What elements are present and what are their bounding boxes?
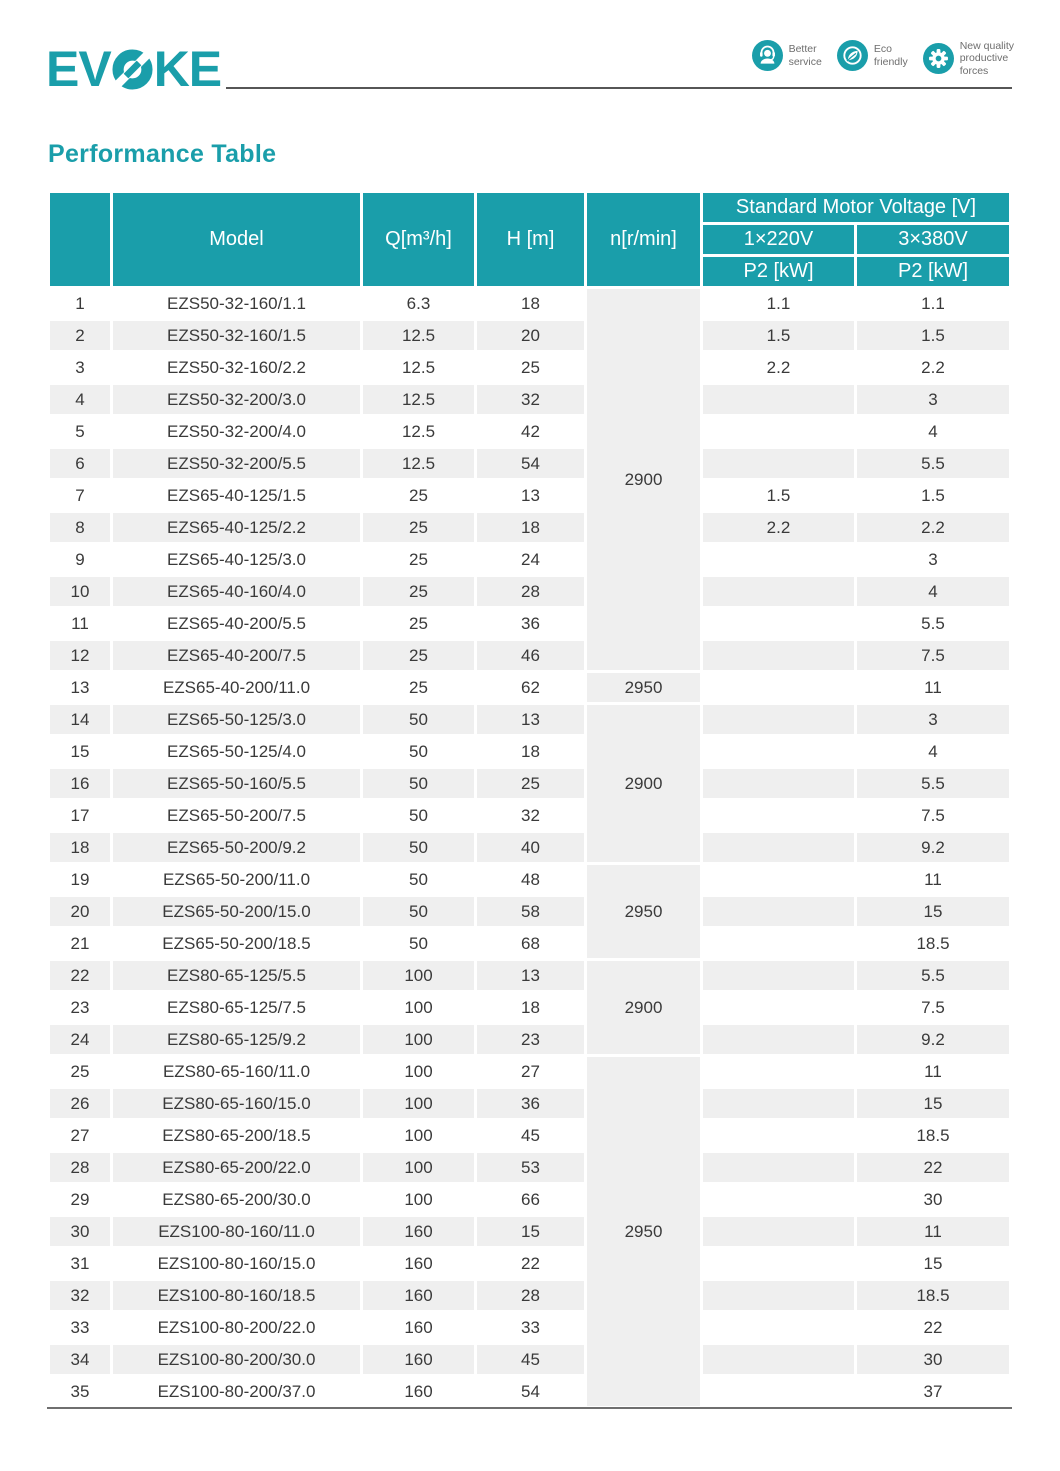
q-cell: 25 [363,609,474,638]
model-cell: EZS65-50-160/5.5 [113,769,360,798]
row-number-cell: 11 [50,609,110,638]
p2-220-cell [703,609,854,638]
p2-220-cell [703,1345,854,1374]
performance-table [47,190,1012,1409]
h-cell: 45 [477,1121,584,1150]
p2-220-cell [703,641,854,670]
p2-220-cell [703,577,854,606]
header-row-number [50,193,110,286]
table-row [50,1313,1009,1342]
brand-badges [752,40,1014,77]
q-cell: 100 [363,1025,474,1054]
h-cell: 13 [477,705,584,734]
model-cell: EZS65-40-125/2.2 [113,513,360,542]
p2-380-cell: 2.2 [857,353,1009,382]
row-number-cell: 33 [50,1313,110,1342]
p2-220-cell [703,673,854,702]
p2-220-cell [703,1217,854,1246]
model-cell: EZS50-32-160/1.1 [113,289,360,318]
table-row [50,353,1009,382]
model-cell: EZS80-65-200/30.0 [113,1185,360,1214]
h-cell: 53 [477,1153,584,1182]
h-cell: 32 [477,385,584,414]
h-cell: 54 [477,1377,584,1406]
row-number-cell: 1 [50,289,110,318]
q-cell: 50 [363,737,474,766]
model-cell: EZS65-40-125/1.5 [113,481,360,510]
p2-220-cell: 1.5 [703,481,854,510]
p2-380-cell: 3 [857,705,1009,734]
row-number-cell: 21 [50,929,110,958]
p2-220-cell [703,1089,854,1118]
p2-380-cell: 11 [857,1217,1009,1246]
headset-person-icon [752,40,783,71]
q-cell: 160 [363,1377,474,1406]
p2-220-cell [703,1121,854,1150]
logo-text-right: KE [153,41,222,97]
table-row [50,385,1009,414]
q-cell: 50 [363,929,474,958]
q-cell: 12.5 [363,321,474,350]
table-row [50,1025,1009,1054]
h-cell: 18 [477,737,584,766]
model-cell: EZS80-65-160/15.0 [113,1089,360,1118]
row-number-cell: 26 [50,1089,110,1118]
h-cell: 54 [477,449,584,478]
p2-220-cell: 1.5 [703,321,854,350]
q-cell: 50 [363,801,474,830]
table-row [50,545,1009,574]
p2-380-cell: 5.5 [857,961,1009,990]
page-title: Performance Table [48,140,277,168]
q-cell: 100 [363,1089,474,1118]
row-number-cell: 20 [50,897,110,926]
table-row [50,609,1009,638]
h-cell: 15 [477,1217,584,1246]
n-cell: 2950 [587,1057,700,1406]
p2-220-cell: 2.2 [703,353,854,382]
row-number-cell: 9 [50,545,110,574]
model-cell: EZS100-80-160/18.5 [113,1281,360,1310]
table-row [50,961,1009,990]
model-cell: EZS50-32-160/2.2 [113,353,360,382]
model-cell: EZS65-50-200/9.2 [113,833,360,862]
table-row [50,289,1009,318]
logo-text-left: EV [46,41,111,97]
p2-380-cell: 37 [857,1377,1009,1406]
n-cell: 2900 [587,289,700,670]
table-row [50,417,1009,446]
table-row [50,993,1009,1022]
q-cell: 160 [363,1281,474,1310]
row-number-cell: 35 [50,1377,110,1406]
q-cell: 12.5 [363,385,474,414]
h-cell: 20 [477,321,584,350]
p2-380-cell: 15 [857,897,1009,926]
model-cell: EZS80-65-125/9.2 [113,1025,360,1054]
model-cell: EZS80-65-160/11.0 [113,1057,360,1086]
model-cell: EZS80-65-125/7.5 [113,993,360,1022]
model-cell: EZS100-80-200/37.0 [113,1377,360,1406]
model-cell: EZS65-40-200/11.0 [113,673,360,702]
h-cell: 42 [477,417,584,446]
p2-380-cell: 3 [857,385,1009,414]
p2-220-cell [703,993,854,1022]
row-number-cell: 34 [50,1345,110,1374]
p2-380-cell: 9.2 [857,1025,1009,1054]
header-model: Model [113,193,360,286]
q-cell: 160 [363,1249,474,1278]
h-cell: 28 [477,577,584,606]
table-row [50,833,1009,862]
model-cell: EZS80-65-200/18.5 [113,1121,360,1150]
model-cell: EZS65-40-125/3.0 [113,545,360,574]
row-number-cell: 16 [50,769,110,798]
p2-380-cell: 18.5 [857,1121,1009,1150]
eco-globe-icon [837,40,868,71]
table-row [50,865,1009,894]
p2-380-cell: 22 [857,1153,1009,1182]
h-cell: 68 [477,929,584,958]
p2-380-cell: 7.5 [857,801,1009,830]
h-cell: 45 [477,1345,584,1374]
model-cell: EZS65-50-125/4.0 [113,737,360,766]
q-cell: 12.5 [363,449,474,478]
h-cell: 46 [477,641,584,670]
p2-220-cell [703,1377,854,1406]
model-cell: EZS65-40-160/4.0 [113,577,360,606]
h-cell: 48 [477,865,584,894]
p2-380-cell: 3 [857,545,1009,574]
p2-380-cell: 22 [857,1313,1009,1342]
q-cell: 100 [363,1185,474,1214]
q-cell: 25 [363,577,474,606]
q-cell: 25 [363,673,474,702]
row-number-cell: 5 [50,417,110,446]
q-cell: 25 [363,545,474,574]
p2-220-cell [703,1281,854,1310]
header-p2-220: P2 [kW] [703,257,854,286]
model-cell: EZS50-32-160/1.5 [113,321,360,350]
badge-label: Better service [788,43,822,68]
row-number-cell: 28 [50,1153,110,1182]
p2-380-cell: 4 [857,737,1009,766]
p2-380-cell: 5.5 [857,609,1009,638]
p2-220-cell [703,1057,854,1086]
h-cell: 23 [477,1025,584,1054]
table-body [50,289,1009,1406]
model-cell: EZS100-80-200/22.0 [113,1313,360,1342]
p2-220-cell [703,897,854,926]
n-cell: 2950 [587,673,700,702]
h-cell: 24 [477,545,584,574]
model-cell: EZS65-40-200/5.5 [113,609,360,638]
row-number-cell: 23 [50,993,110,1022]
model-cell: EZS80-65-125/5.5 [113,961,360,990]
n-cell: 2900 [587,961,700,1054]
q-cell: 12.5 [363,353,474,382]
table-row [50,1377,1009,1406]
p2-220-cell [703,385,854,414]
table-row [50,737,1009,766]
h-cell: 27 [477,1057,584,1086]
h-cell: 18 [477,289,584,318]
h-cell: 32 [477,801,584,830]
table-row [50,769,1009,798]
p2-220-cell [703,961,854,990]
model-cell: EZS65-40-200/7.5 [113,641,360,670]
model-cell: EZS100-80-200/30.0 [113,1345,360,1374]
row-number-cell: 25 [50,1057,110,1086]
q-cell: 160 [363,1313,474,1342]
model-cell: EZS65-50-200/11.0 [113,865,360,894]
model-cell: EZS100-80-160/15.0 [113,1249,360,1278]
table-row [50,673,1009,702]
table-row [50,1121,1009,1150]
model-cell: EZS65-50-125/3.0 [113,705,360,734]
row-number-cell: 14 [50,705,110,734]
p2-380-cell: 1.1 [857,289,1009,318]
p2-220-cell [703,1313,854,1342]
row-number-cell: 31 [50,1249,110,1278]
p2-380-cell: 30 [857,1345,1009,1374]
p2-220-cell [703,769,854,798]
n-cell: 2950 [587,865,700,958]
model-cell: EZS65-50-200/7.5 [113,801,360,830]
table-row [50,801,1009,830]
p2-220-cell [703,705,854,734]
row-number-cell: 13 [50,673,110,702]
model-cell: EZS100-80-160/11.0 [113,1217,360,1246]
table-row [50,1345,1009,1374]
q-cell: 50 [363,769,474,798]
row-number-cell: 8 [50,513,110,542]
header-divider-line [226,87,1012,89]
row-number-cell: 15 [50,737,110,766]
h-cell: 13 [477,481,584,510]
header-p2-380: P2 [kW] [857,257,1009,286]
q-cell: 100 [363,1121,474,1150]
model-cell: EZS50-32-200/4.0 [113,417,360,446]
model-cell: EZS50-32-200/5.5 [113,449,360,478]
p2-380-cell: 15 [857,1089,1009,1118]
p2-380-cell: 18.5 [857,929,1009,958]
p2-380-cell: 4 [857,417,1009,446]
table-row [50,513,1009,542]
h-cell: 62 [477,673,584,702]
q-cell: 6.3 [363,289,474,318]
n-cell: 2900 [587,705,700,862]
table-row [50,1153,1009,1182]
row-number-cell: 27 [50,1121,110,1150]
table-row [50,449,1009,478]
row-number-cell: 7 [50,481,110,510]
table-row [50,1185,1009,1214]
row-number-cell: 32 [50,1281,110,1310]
p2-220-cell [703,1025,854,1054]
table-row [50,1249,1009,1278]
h-cell: 25 [477,353,584,382]
p2-380-cell: 1.5 [857,481,1009,510]
model-cell: EZS50-32-200/3.0 [113,385,360,414]
p2-220-cell [703,449,854,478]
h-cell: 28 [477,1281,584,1310]
table-row [50,1089,1009,1118]
p2-380-cell: 7.5 [857,641,1009,670]
table-bottom-border [47,1407,1012,1409]
model-cell: EZS65-50-200/15.0 [113,897,360,926]
q-cell: 50 [363,833,474,862]
header-voltage-380: 3×380V [857,225,1009,254]
badge-label: Eco friendly [873,43,908,68]
header-speed: n[r/min] [587,193,700,286]
badge-label: New quality productive forces [959,40,1014,77]
table-row [50,897,1009,926]
table-row [50,929,1009,958]
row-number-cell: 4 [50,385,110,414]
p2-220-cell [703,865,854,894]
p2-220-cell [703,833,854,862]
p2-220-cell [703,417,854,446]
table-header [50,193,1009,286]
p2-380-cell: 4 [857,577,1009,606]
evoke-logo [46,41,222,97]
header-flow: Q[m³/h] [363,193,474,286]
table-row [50,1057,1009,1086]
row-number-cell: 3 [50,353,110,382]
h-cell: 40 [477,833,584,862]
p2-380-cell: 15 [857,1249,1009,1278]
row-number-cell: 29 [50,1185,110,1214]
table-row [50,1281,1009,1310]
p2-220-cell: 2.2 [703,513,854,542]
h-cell: 25 [477,769,584,798]
table-row [50,321,1009,350]
badge-better-service [752,40,822,71]
p2-380-cell: 11 [857,673,1009,702]
p2-380-cell: 1.5 [857,321,1009,350]
p2-380-cell: 11 [857,865,1009,894]
row-number-cell: 10 [50,577,110,606]
p2-380-cell: 9.2 [857,833,1009,862]
h-cell: 18 [477,993,584,1022]
q-cell: 25 [363,513,474,542]
h-cell: 22 [477,1249,584,1278]
q-cell: 12.5 [363,417,474,446]
row-number-cell: 6 [50,449,110,478]
p2-380-cell: 5.5 [857,449,1009,478]
q-cell: 100 [363,961,474,990]
q-cell: 160 [363,1217,474,1246]
row-number-cell: 30 [50,1217,110,1246]
p2-220-cell [703,1185,854,1214]
model-cell: EZS80-65-200/22.0 [113,1153,360,1182]
q-cell: 50 [363,705,474,734]
p2-380-cell: 18.5 [857,1281,1009,1310]
row-number-cell: 2 [50,321,110,350]
row-number-cell: 12 [50,641,110,670]
h-cell: 13 [477,961,584,990]
gear-icon [923,43,954,74]
h-cell: 33 [477,1313,584,1342]
p2-220-cell [703,1249,854,1278]
header-voltage-group: Standard Motor Voltage [V] [703,193,1009,222]
q-cell: 25 [363,641,474,670]
p2-220-cell [703,1153,854,1182]
badge-new-quality [923,40,1014,77]
table-row [50,705,1009,734]
q-cell: 100 [363,1057,474,1086]
q-cell: 50 [363,865,474,894]
row-number-cell: 17 [50,801,110,830]
header-head: H [m] [477,193,584,286]
badge-eco-friendly [837,40,908,71]
q-cell: 160 [363,1345,474,1374]
h-cell: 18 [477,513,584,542]
table-row [50,577,1009,606]
p2-220-cell: 1.1 [703,289,854,318]
slashed-o-icon [112,49,153,90]
h-cell: 36 [477,609,584,638]
row-number-cell: 22 [50,961,110,990]
p2-220-cell [703,737,854,766]
h-cell: 58 [477,897,584,926]
header-voltage-220: 1×220V [703,225,854,254]
p2-380-cell: 2.2 [857,513,1009,542]
p2-380-cell: 5.5 [857,769,1009,798]
p2-220-cell [703,801,854,830]
model-cell: EZS65-50-200/18.5 [113,929,360,958]
table-row [50,1217,1009,1246]
q-cell: 100 [363,993,474,1022]
q-cell: 100 [363,1153,474,1182]
row-number-cell: 18 [50,833,110,862]
row-number-cell: 19 [50,865,110,894]
p2-220-cell [703,545,854,574]
p2-220-cell [703,929,854,958]
table-row [50,641,1009,670]
p2-380-cell: 30 [857,1185,1009,1214]
h-cell: 66 [477,1185,584,1214]
p2-380-cell: 11 [857,1057,1009,1086]
row-number-cell: 24 [50,1025,110,1054]
q-cell: 25 [363,481,474,510]
h-cell: 36 [477,1089,584,1118]
q-cell: 50 [363,897,474,926]
p2-380-cell: 7.5 [857,993,1009,1022]
table-row [50,481,1009,510]
